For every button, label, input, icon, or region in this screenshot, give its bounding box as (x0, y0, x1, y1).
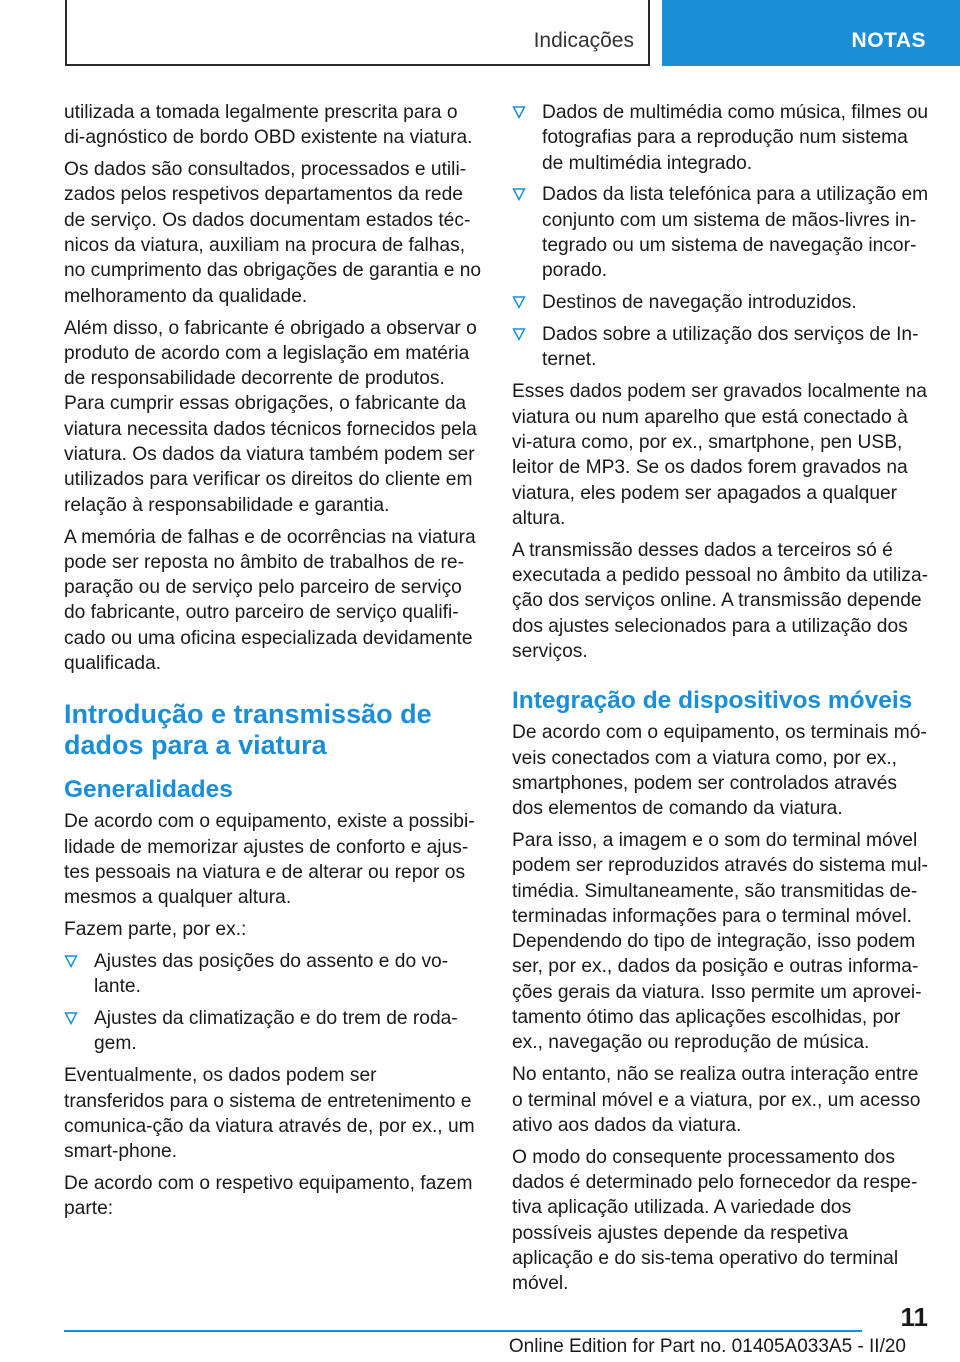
list-item-text: Dados da lista telefónica para a utilização em conjunto com um sistema de mãos-livres in‐tegrado ou um sistema de navegação incor‐porado. (542, 184, 929, 282)
list-item-text: Dados sobre a utilização dos serviços de In‐ternet. (542, 324, 919, 371)
list-item (64, 949, 482, 1000)
paragraph: De acordo com o equipamento, existe a possibi‐lidade de memorizar ajustes de conforto e ajus‐tes pessoais na viatura e de alterar ou repor os mesmos a qualquer altura. (64, 811, 475, 909)
paragraph: Além disso, o fabricante é obrigado a observar o produto de acordo com a legislação em matéria de responsabilidade decorrente de produtos. Para cumprir essas obrigações, o fabricante da viatura necessita dados técnicos fornecidos pela viatura. Os dados da viatura também podem ser utilizados para verificar os direitos do cliente em relação à responsabilidade e garantia. (64, 317, 477, 516)
right-column (512, 100, 930, 1303)
triangle-bullet-icon (64, 954, 78, 968)
subsection-heading: Integração de dispositivos móveis (512, 687, 913, 715)
list-item-text: Destinos de navegação introduzidos. (542, 292, 857, 314)
triangle-bullet-icon (512, 327, 526, 341)
triangle-bullet-icon (512, 295, 526, 309)
list-item (512, 100, 930, 176)
list-item (64, 1006, 482, 1057)
paragraph: Eventualmente, os dados podem ser transferidos para o sistema de entretenimento e comunica‐ção da viatura através de, por ex., um smart‐phone. (64, 1065, 475, 1163)
paragraph: De acordo com o equipamento, os terminais mó‐veis conectados com a viatura como, por ex., smartphones, podem ser controlados através dos elementos de comando da viatura. (512, 722, 927, 820)
paragraph: Os dados são consultados, processados e utili‐zados pelos respetivos departamentos da rede de serviço. Os dados documentam estados téc‐nicos da viatura, auxiliam na procura de falhas, no cumprimento das obrigações de garantia e no melhoramento da qualidade. (64, 159, 482, 307)
list-item (512, 290, 930, 315)
paragraph: A transmissão desses dados a terceiros só é executada a pedido pessoal no âmbito da utiliza‐ção dos serviços online. A transmissão depende dos ajustes selecionados para a utilização dos serviços. (512, 539, 929, 662)
paragraph: utilizada a tomada legalmente prescrita para o di‐agnóstico de bordo OBD existente na viatura. (64, 102, 473, 149)
paragraph: De acordo com o respetivo equipamento, fazem parte: (64, 1173, 473, 1220)
header-tab-notas[interactable] (662, 0, 960, 66)
header-tab-label: NOTAS (851, 29, 926, 52)
list-item (512, 322, 930, 373)
left-column (64, 100, 482, 1228)
list-item-text: Ajustes das posições do assento e do vo‐lante. (94, 950, 449, 998)
list-item-text: Dados de multimédia como música, filmes ou fotografias para a reprodução num sistema de multimédia integrado. (542, 102, 929, 174)
paragraph: A memória de falhas e de ocorrências na viatura pode ser reposta no âmbito de trabalhos de re‐paração ou de serviço pelo parceiro de serviço do fabricante, outro parceiro de serviço qualifi‐cado ou uma oficina especializada devidamente qualificada. (64, 526, 476, 675)
paragraph: O modo do consequente processamento dos dados é determinado pelo fornecedor da respe‐tiva aplicação utilizada. A variedade dos possíveis ajustes depende da respetiva aplicação e do sis‐tema operativo do terminal móvel. (512, 1146, 918, 1295)
triangle-bullet-icon (512, 105, 526, 119)
header-section-title: Indicações (533, 29, 634, 52)
header-box (65, 0, 650, 66)
list-item-text: Ajustes da climatização e do trem de roda‐gem. (94, 1008, 458, 1055)
footer-divider (64, 1330, 862, 1332)
paragraph: No entanto, não se realiza outra interação entre o terminal móvel e a viatura, por ex., um acesso ativo aos dados da viatura. (512, 1064, 921, 1136)
paragraph: Para isso, a imagem e o som do terminal móvel podem ser reproduzidos através do sistema mul‐timédia. Simultaneamente, são transmitidas de‐terminadas informações para o terminal móvel. Dependendo do tipo de integração, isso podem ser, por ex., dados da posição e outras informa‐ções gerais da viatura. Isso permite um aprovei‐tamento ótimo das aplicações escolhidas, por ex., navegação ou reprodução de música. (512, 829, 928, 1054)
paragraph: Esses dados podem ser gravados localmente na viatura ou num aparelho que está conectado à vi‐atura como, por ex., smartphone, pen USB, leitor de MP3. Se os dados forem gravados na viatura, eles podem ser apagados a qualquer altura. (512, 381, 927, 529)
section-heading: Introdução e transmissão de dados para a viatura (64, 699, 432, 761)
page-number: 11 (900, 1302, 928, 1332)
list-item (512, 182, 930, 283)
footer-edition: Online Edition for Part no. 01405A033A5 - II/20 (508, 1336, 906, 1357)
subsection-heading: Generalidades (64, 776, 233, 804)
triangle-bullet-icon (64, 1011, 78, 1025)
paragraph: Fazem parte, por ex.: (64, 919, 247, 941)
triangle-bullet-icon (512, 187, 526, 201)
